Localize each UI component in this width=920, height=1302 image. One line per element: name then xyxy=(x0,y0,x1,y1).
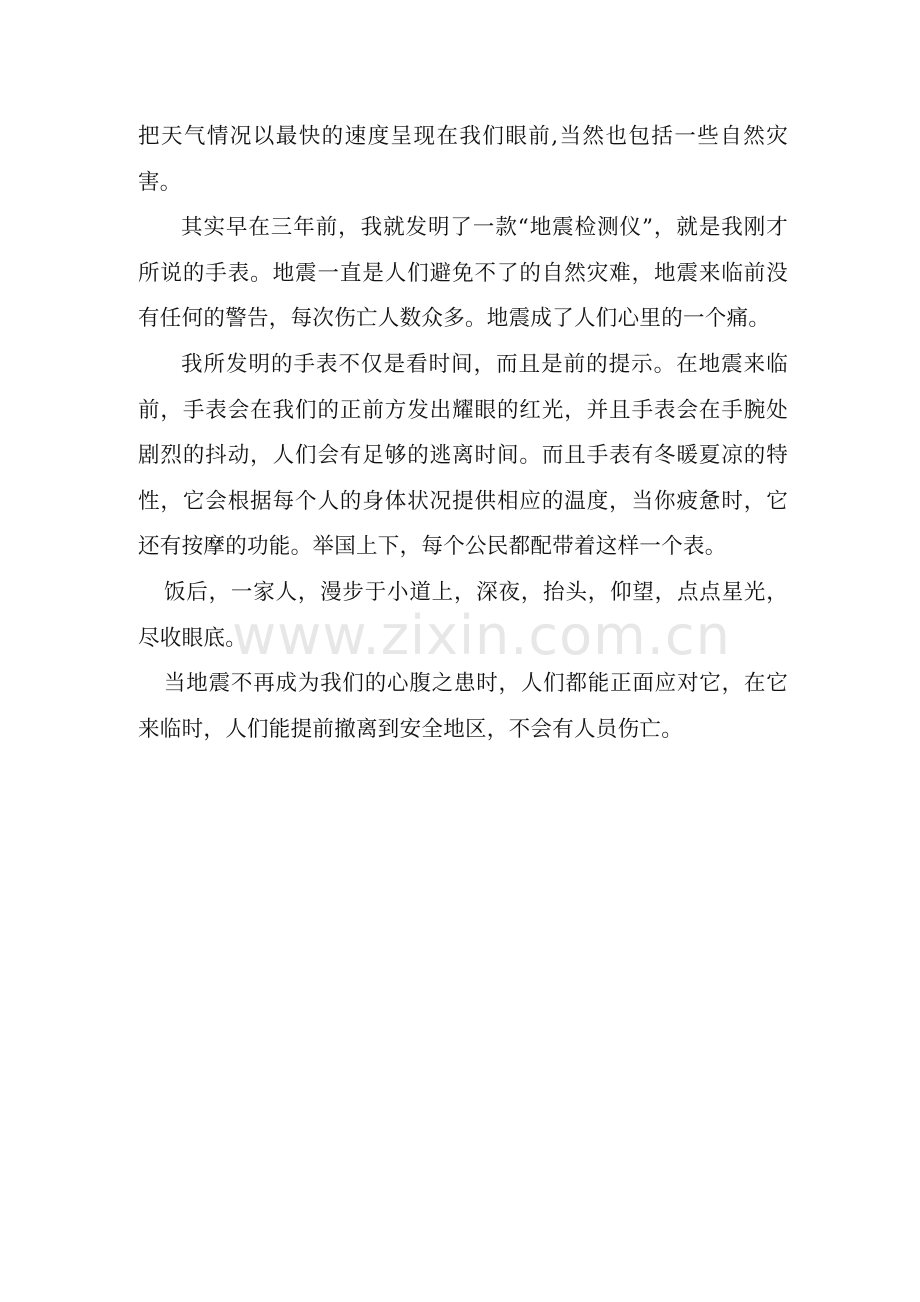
paragraph-4: 饭后，一家人，漫步于小道上，深夜，抬头，仰望，点点星光，尽收眼底。 xyxy=(138,579,788,651)
paragraph-2: 其实早在三年前，我就发明了一款“地震检测仪”，就是我刚才所说的手表。地震一直是人们避免不了的自然灾难，地震来临前没有任何的警告，每次伤亡人数众多。地震成了人们心里的一个痛。 xyxy=(138,215,788,332)
watermark: www.zixin.com.cn xyxy=(232,604,731,667)
document-body xyxy=(138,114,788,752)
paragraph-1: 把天气情况以最快的速度呈现在我们眼前,当然也包括一些自然灾害。 xyxy=(138,124,788,195)
paragraph-5: 当地震不再成为我们的心腹之患时，人们都能正面应对它，在它来临时，人们能提前撤离到安全地区，不会有人员伤亡。 xyxy=(138,671,788,742)
paragraph-3: 我所发明的手表不仅是看时间，而且是前的提示。在地震来临前，手表会在我们的正前方发出耀眼的红光，并且手表会在手腕处剧烈的抖动，人们会有足够的逃离时间。而且手表有冬暖夏凉的特性，它会根据每个人的身体状况提供相应的温度，当你疲惫时，它还有按摩的功能。举国上下，每个公民都配带着这样一个表。 xyxy=(138,351,788,560)
